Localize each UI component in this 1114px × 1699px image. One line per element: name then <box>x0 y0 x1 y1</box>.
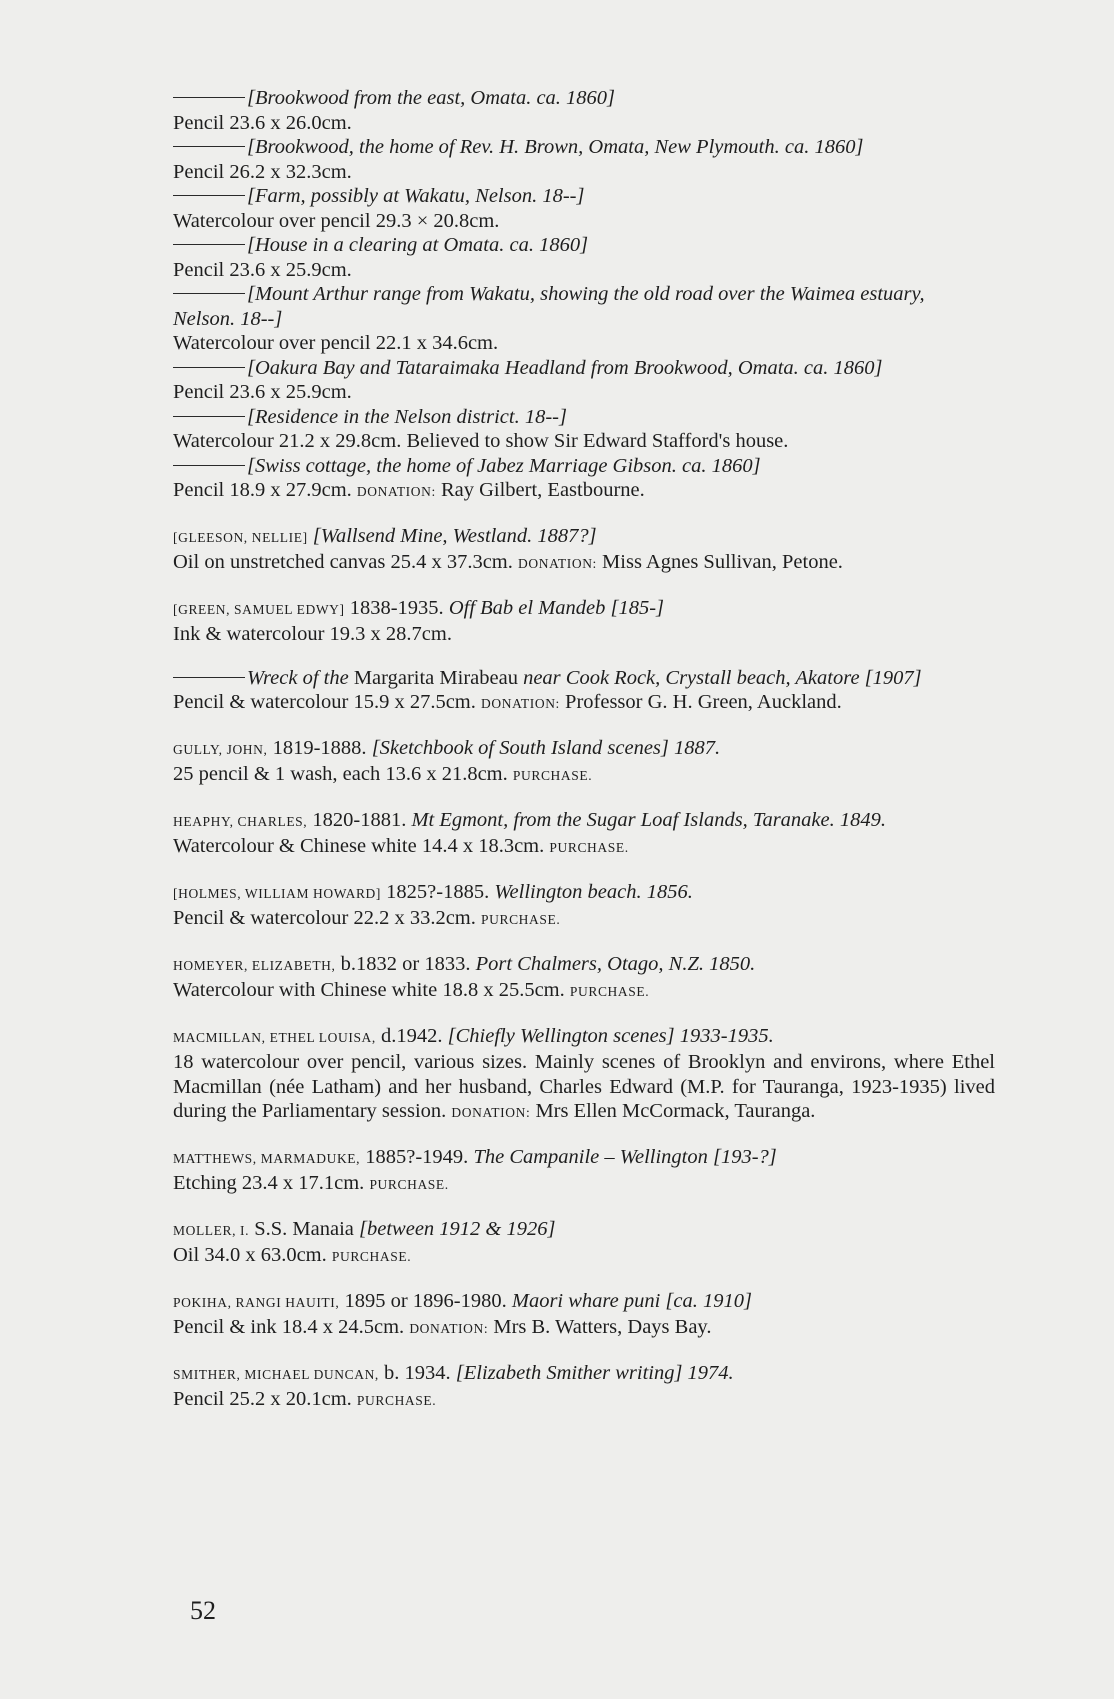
list-item: [Swiss cottage, the home of Jabez Marriage Gibson. ca. 1860] Pencil 18.9 x 27.9cm. DONATION: Ray Gilbert, Eastbourne. <box>173 454 761 501</box>
dash-rule <box>173 97 245 98</box>
list-item: HOMEYER, ELIZABETH, b.1832 or 1833. Port Chalmers, Otago, N.Z. 1850. Watercolour with Chinese white 18.8 x 25.5cm. PURCHASE. <box>173 952 756 1001</box>
list-item: [GREEN, SAMUEL EDWY] 1838-1935. Off Bab el Mandeb [185-] Ink & watercolour 19.3 x 28.7cm. <box>173 596 665 645</box>
list-item: [Farm, possibly at Wakatu, Nelson. 18--] Watercolour over pencil 29.3 × 20.8cm. <box>173 185 585 232</box>
dash-rule <box>173 195 245 196</box>
list-item: MACMILLAN, ETHEL LOUISA, d.1942. [Chiefly Wellington scenes] 1933-1935. 18 watercolour over pencil, various sizes. Mainly scenes of Brooklyn and environs, where Ethel Macmillan (née Latham) and her husband, Charles Edward (M.P. for Tauranga, 1923-1935) lived during the Parliamentary session. DONATION: Mrs Ellen McCormack, Tauranga. <box>173 1024 995 1122</box>
list-item: MATTHEWS, MARMADUKE, 1885?-1949. The Campanile – Wellington [193-?] Etching 23.4 x 17.1cm. PURCHASE. <box>173 1145 777 1194</box>
list-item: HEAPHY, CHARLES, 1820-1881. Mt Egmont, from the Sugar Loaf Islands, Taranake. 1849. Watercolour & Chinese white 14.4 x 18.3cm. PURCHASE. <box>173 808 887 857</box>
dash-rule <box>173 367 245 368</box>
page-number: 52 <box>190 1596 216 1625</box>
list-item: GULLY, JOHN, 1819-1888. [Sketchbook of South Island scenes] 1887. 25 pencil & 1 wash, each 13.6 x 21.8cm. PURCHASE. <box>173 736 721 785</box>
dash-rule <box>173 244 245 245</box>
list-item: [Brookwood, the home of Rev. H. Brown, Omata, New Plymouth. ca. 1860] Pencil 26.2 x 32.3cm. <box>173 136 864 183</box>
list-item: POKIHA, RANGI HAUITI, 1895 or 1896-1980. Maori whare puni [ca. 1910] Pencil & ink 18.4 x 24.5cm. DONATION: Mrs B. Watters, Days Bay. <box>173 1289 752 1338</box>
catalogue-entries <box>173 86 995 1414</box>
list-item: [Oakura Bay and Tataraimaka Headland from Brookwood, Omata. ca. 1860] Pencil 23.6 x 25.9cm. <box>173 356 883 403</box>
list-item: Wreck of the Margarita Mirabeau near Cook Rock, Crystall beach, Akatore [1907] Pencil & watercolour 15.9 x 27.5cm. DONATION: Professor G. H. Green, Auckland. <box>173 666 922 713</box>
list-item: [Brookwood from the east, Omata. ca. 1860] Pencil 23.6 x 26.0cm. <box>173 87 616 134</box>
list-item: [House in a clearing at Omata. ca. 1860] Pencil 23.6 x 25.9cm. <box>173 234 589 281</box>
dash-rule <box>173 293 245 294</box>
dash-rule <box>173 465 245 466</box>
list-item: [HOLMES, WILLIAM HOWARD] 1825?-1885. Wellington beach. 1856. Pencil & watercolour 22.2 x 33.2cm. PURCHASE. <box>173 880 693 929</box>
dash-rule <box>173 416 245 417</box>
dash-rule <box>173 146 245 147</box>
list-item: [Residence in the Nelson district. 18--] Watercolour 21.2 x 29.8cm. Believed to show Sir Edward Stafford's house. <box>173 405 789 452</box>
list-item: [GLEESON, NELLIE] [Wallsend Mine, Westland. 1887?] Oil on unstretched canvas 25.4 x 37.3cm. DONATION: Miss Agnes Sullivan, Petone. <box>173 524 843 573</box>
list-item: MOLLER, I. S.S. Manaia [between 1912 & 1926] Oil 34.0 x 63.0cm. PURCHASE. <box>173 1217 556 1266</box>
dash-rule <box>173 677 245 678</box>
list-item: [Mount Arthur range from Wakatu, showing the old road over the Waimea estuary, Nelson. 18--] Watercolour over pencil 22.1 x 34.6cm. <box>173 283 925 354</box>
list-item: SMITHER, MICHAEL DUNCAN, b. 1934. [Elizabeth Smither writing] 1974. Pencil 25.2 x 20.1cm. PURCHASE. <box>173 1361 734 1410</box>
